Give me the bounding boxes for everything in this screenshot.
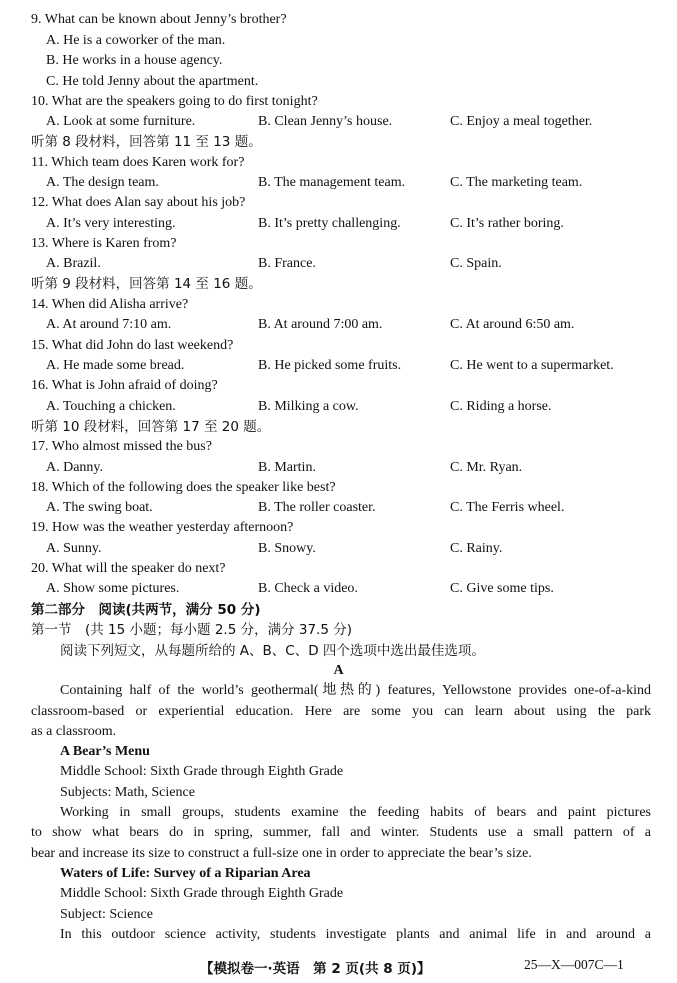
- q9-option-a: A. He is a coworker of the man.: [46, 33, 226, 48]
- q14-option-a: A. At around 7:10 am.: [46, 317, 172, 332]
- q17-option-a: A. Danny.: [46, 460, 104, 475]
- question-10: 10. What are the speakers going to do first tonight?: [31, 94, 318, 109]
- q13-option-a: A. Brazil.: [46, 256, 101, 271]
- item2-body-line-1: In this outdoor science activity, students investigate plants and animal life in and around a: [60, 927, 651, 942]
- q16-option-b: B. Milking a cow.: [258, 399, 359, 414]
- question-19: 19. How was the weather yesterday afternoon?: [31, 520, 294, 535]
- passage-letter: A: [333, 663, 344, 678]
- intro-line-3: as a classroom.: [31, 724, 117, 739]
- item1-school: Middle School: Sixth Grade through Eighth Grade: [60, 764, 344, 779]
- item2-title: Waters of Life: Survey of a Riparian Area: [60, 866, 311, 881]
- q18-option-c: C. The Ferris wheel.: [450, 500, 565, 515]
- question-13: 13. Where is Karen from?: [31, 236, 177, 251]
- q13-option-c: C. Spain.: [450, 256, 502, 271]
- q17-option-b: B. Martin.: [258, 460, 316, 475]
- intro-line-1: Containing half of the world’s geothermal(地热的) features, Yellowstone provides one-of-a-kind: [60, 683, 651, 698]
- footer-code: 25—X—007C—1: [524, 957, 624, 972]
- q19-option-b: B. Snowy.: [258, 541, 316, 556]
- q11-option-c: C. The marketing team.: [450, 175, 583, 190]
- q10-option-a: A. Look at some furniture.: [46, 114, 196, 129]
- q16-option-a: A. Touching a chicken.: [46, 399, 176, 414]
- q11-option-b: B. The management team.: [258, 175, 406, 190]
- q15-option-b: B. He picked some fruits.: [258, 358, 402, 373]
- question-18: 18. Which of the following does the speaker like best?: [31, 480, 336, 495]
- question-15: 15. What did John do last weekend?: [31, 338, 234, 353]
- item1-body-line-1: Working in small groups, students examine the feeding habits of bears and paint pictures: [60, 805, 651, 820]
- question-14: 14. When did Alisha arrive?: [31, 297, 189, 312]
- item1-subjects: Subjects: Math, Science: [60, 785, 195, 800]
- q15-option-c: C. He went to a supermarket.: [450, 358, 614, 373]
- section1-heading: 第一节 (共 15 小题；每小题 2.5 分，满分 37.5 分): [31, 622, 352, 638]
- question-17: 17. Who almost missed the bus?: [31, 439, 212, 454]
- question-20: 20. What will the speaker do next?: [31, 561, 226, 576]
- q10-option-b: B. Clean Jenny’s house.: [258, 114, 393, 129]
- part2-heading: 第二部分 阅读(共两节，满分 50 分): [31, 602, 261, 618]
- question-16: 16. What is John afraid of doing?: [31, 378, 218, 393]
- q19-option-c: C. Rainy.: [450, 541, 503, 556]
- question-11: 11. Which team does Karen work for?: [31, 155, 245, 170]
- q18-option-a: A. The swing boat.: [46, 500, 153, 515]
- q18-option-b: B. The roller coaster.: [258, 500, 376, 515]
- section-8-heading: 听第 8 段材料，回答第 11 至 13 题。: [31, 134, 262, 150]
- q12-option-c: C. It’s rather boring.: [450, 216, 564, 231]
- q16-option-c: C. Riding a horse.: [450, 399, 552, 414]
- q9-option-c: C. He told Jenny about the apartment.: [46, 74, 259, 89]
- question-12: 12. What does Alan say about his job?: [31, 195, 246, 210]
- q17-option-c: C. Mr. Ryan.: [450, 460, 523, 475]
- section-9-heading: 听第 9 段材料，回答第 14 至 16 题。: [31, 276, 262, 292]
- item1-title: A Bear’s Menu: [60, 744, 150, 759]
- intro-line-2: classroom-based or experiential education. Here are some you can learn about using the park: [31, 704, 651, 719]
- q9-option-b: B. He works in a house agency.: [46, 53, 223, 68]
- q20-option-a: A. Show some pictures.: [46, 581, 180, 596]
- q12-option-b: B. It’s pretty challenging.: [258, 216, 401, 231]
- q10-option-c: C. Enjoy a meal together.: [450, 114, 593, 129]
- q15-option-a: A. He made some bread.: [46, 358, 185, 373]
- q14-option-b: B. At around 7:00 am.: [258, 317, 383, 332]
- q20-option-c: C. Give some tips.: [450, 581, 554, 596]
- q12-option-a: A. It’s very interesting.: [46, 216, 176, 231]
- item2-school: Middle School: Sixth Grade through Eighth Grade: [60, 886, 344, 901]
- item1-body-line-3: bear and increase its size to construct a full-size one in order to appreciate the bear’s size.: [31, 846, 532, 861]
- q14-option-c: C. At around 6:50 am.: [450, 317, 575, 332]
- item1-body-line-2: to show what bears do in spring, summer, fall and winter. Students use a small pattern of a: [31, 825, 651, 840]
- q20-option-b: B. Check a video.: [258, 581, 358, 596]
- reading-instruction: 阅读下列短文，从每题所给的 A、B、C、D 四个选项中选出最佳选项。: [60, 643, 485, 659]
- footer-page-info: 【模拟卷一·英语 第 2 页(共 8 页)】: [200, 961, 431, 977]
- q13-option-b: B. France.: [258, 256, 316, 271]
- item2-subject: Subject: Science: [60, 907, 153, 922]
- section-10-heading: 听第 10 段材料，回答第 17 至 20 题。: [31, 419, 271, 435]
- q19-option-a: A. Sunny.: [46, 541, 102, 556]
- q11-option-a: A. The design team.: [46, 175, 159, 190]
- question-9: 9. What can be known about Jenny’s brother?: [31, 12, 287, 27]
